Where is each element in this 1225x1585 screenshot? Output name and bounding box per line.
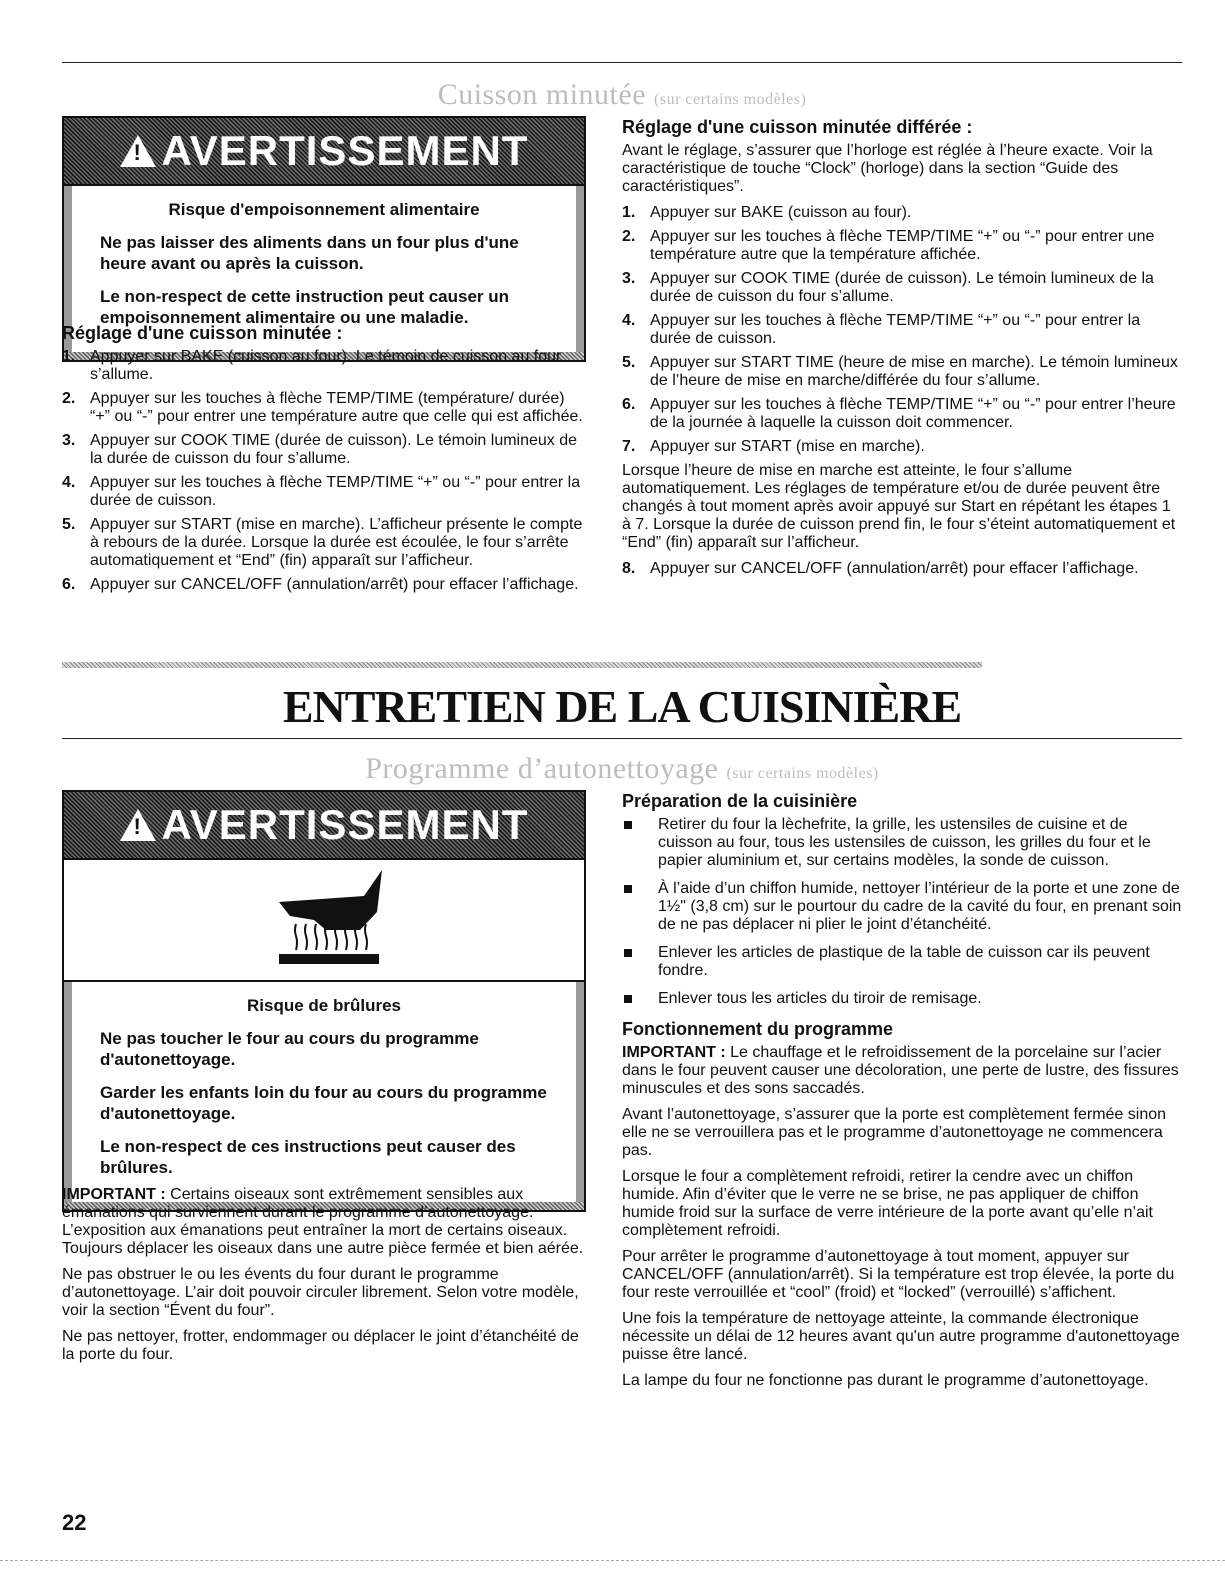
section-title-text: Cuisson minutée [437,78,647,111]
warning-line-3: Le non-respect de ces instructions peut causer des brûlures. [100,1137,516,1177]
preparation-heading: Préparation de la cuisinière [622,791,858,811]
step-item: 3. Appuyer sur COOK TIME (durée de cuisson). Le témoin lumineux de la durée de cuisson du four s’allume. [62,432,578,467]
warning-line-1: Ne pas toucher le four au cours du programme d'autonettoyage. [100,1029,479,1069]
important-label: IMPORTANT : [62,1186,166,1203]
step-item: 4. Appuyer sur les touches à flèche TEMP/TIME “+” ou “-” pour entrer la durée de cuisson. [62,474,581,509]
warning-banner [64,118,584,186]
operation-paragraph-3: Pour arrêter le programme d’autonettoyage à tout moment, appuyer sur CANCEL/OFF (annulation/arrêt). Si la température est trop élevée, la porte du four reste verrouillée et “cool” (froid) et “locked” (verrouillé) s’affichent. [622,1248,1175,1301]
step-item: 1. Appuyer sur BAKE (cuisson au four). Le témoin de cuisson au four s’allume. [62,348,562,383]
warning-triangle-icon: ! [120,135,156,167]
step-item: 6. Appuyer sur les touches à flèche TEMP/TIME “+” ou “-” pour entrer l’heure de la journée à laquelle la cuisson doit commencer. [622,396,1176,431]
delayed-cooking-steps [622,204,1182,456]
delayed-cooking-right-column [622,116,1182,584]
section-title-sub: (sur certains modèles) [654,91,807,108]
delayed-cooking-heading: Réglage d'une cuisson minutée différée : [622,117,973,137]
step-item: 7. Appuyer sur START (mise en marche). [622,438,925,455]
operation-paragraph-1: Avant l’autonettoyage, s’assurer que la porte est complètement fermée sinon elle ne se verrouillera pas et le programme d’autonettoyage ne commencera pas. [622,1106,1167,1159]
list-item: À l’aide d’un chiffon humide, nettoyer l’intérieur de la porte et une zone de 1½" (3,8 cm) sur le pourtour du cadre de la cavité du four, en prenant soin de ne pas déplacer ni plier le joint d’étanchéité. [622,880,1182,934]
timed-cooking-left-column [62,322,587,600]
top-rule [62,62,1182,63]
operation-paragraph-2: Lorsque le four a complètement refroidi, retirer la cendre avec un chiffon humide. Afin d’éviter que le verre ne se brise, ne pas appliquer de chiffon humide froid sur la surface de verre intérieure de la porte avant qu’elle n’ait complètement refroidi. [622,1168,1153,1239]
bullet-icon [624,821,632,829]
warning-line-2: Le non-respect de cette instruction peut causer un empoisonnement alimentaire ou une maladie. [100,287,510,327]
important-paragraph [62,1186,587,1258]
delayed-cooking-step-8 [622,560,1182,578]
step-item: 2. Appuyer sur les touches à flèche TEMP/TIME “+” ou “-” pour entrer une température autre que la température affichée. [622,228,1155,263]
timed-cooking-steps [62,348,587,594]
self-clean-left-column [62,1186,587,1372]
warning-banner-label: AVERTISSEMENT [161,127,529,174]
warning-line-2: Garder les enfants loin du four au cours du programme d'autonettoyage. [100,1083,547,1123]
bullet-icon [624,995,632,1003]
warning-line-1: Ne pas laisser des aliments dans un four plus d'une heure avant ou après la cuisson. [100,233,519,273]
step-item: 2. Appuyer sur les touches à flèche TEMP/TIME (température/ durée) “+” ou “-” pour entrer une température autre que celle qui est affichée. [62,390,583,425]
step-item: 3. Appuyer sur COOK TIME (durée de cuisson). Le témoin lumineux de la durée de cuisson du four s’allume. [622,270,1154,305]
section-title-timed-cooking [62,78,1182,112]
step-item: 1. Appuyer sur BAKE (cuisson au four). [622,204,912,221]
list-item: Retirer du four la lèchefrite, la grille, les ustensiles de cuisine et de cuisson au four, tous les ustensiles de cuisson, les grilles du four et le papier aluminium et, sur certains modèles, la sonde de cuisson. [622,816,1182,870]
timed-cooking-heading: Réglage d'une cuisson minutée : [62,323,343,343]
warning-banner [64,792,584,860]
operation-important [622,1044,1182,1098]
warning-box-burns [62,790,586,1212]
warning-triangle-icon: ! [120,809,156,841]
delayed-cooking-paragraph: Lorsque l’heure de mise en marche est atteinte, le four s’allume automatiquement. Les réglages de température et/ou de durée peuvent être changés à tout moment après avoir appuyé sur Start en répétant les étapes 1 à 7. Lorsque la durée de cuisson prend fin, le four s’éteint automatiquement et “End” (fin) apparaît sur l’afficheur. [622,462,1176,551]
operation-heading: Fonctionnement du programme [622,1019,894,1039]
important-label: IMPORTANT : [622,1044,726,1061]
bullet-icon [624,885,632,893]
vent-paragraph: Ne pas obstruer le ou les évents du four durant le programme d’autonettoyage. L’air doit pouvoir circuler librement. Selon votre modèle, voir la section “Évent du four”. [62,1266,579,1319]
section-title-text: Programme d’autonettoyage [365,752,719,785]
list-item: Enlever tous les articles du tiroir de remisage. [622,990,1182,1008]
operation-paragraph-5: La lampe du four ne fonctionne pas durant le programme d’autonettoyage. [622,1372,1149,1389]
important-text: Le chauffage et le refroidissement de la porcelaine sur l’acier dans le four peuvent causer une décoloration, une perte de lustre, des fissures minuscules et des sons saccadés. [622,1044,1179,1097]
operation-paragraph-4: Une fois la température de nettoyage atteinte, la commande électronique nécessite un délai de 12 heures avant qu'un autre programme d'autonettoyage puisse être lancé. [622,1310,1180,1363]
delayed-cooking-intro: Avant le réglage, s’assurer que l’horloge est réglée à l’heure exacte. Voir la caractéristique de touche “Clock” (horloge) dans la section “Guide des caractéristiques”. [622,142,1153,195]
main-title-rule [62,738,1182,739]
warning-body [64,982,584,1202]
step-item: 5. Appuyer sur START (mise en marche). L’afficheur présente le compte à rebours de la durée. Lorsque la durée est écoulée, le four s’arrête automatiquement et “End” (fin) apparaît sur l’afficheur. [62,516,583,569]
self-clean-right-column [622,790,1182,1398]
section-separator [62,662,982,668]
step-item: 6. Appuyer sur CANCEL/OFF (annulation/arrêt) pour effacer l’affichage. [62,576,579,593]
list-item: Enlever les articles de plastique de la table de cuisson car ils peuvent fondre. [622,944,1182,980]
important-text: Certains oiseaux sont extrêmement sensibles aux émanations qui surviennent durant le programme d’autonettoyage. L’exposition aux émanations peut entraîner la mort de certains oiseaux. Toujours déplacer les oiseaux dans une autre pièce fermée et bien aérée. [62,1186,584,1257]
step-item: 5. Appuyer sur START TIME (heure de mise en marche). Le témoin lumineux de l’heure de mise en marche/différée du four s’allume. [622,354,1178,389]
page-number: 22 [62,1510,87,1535]
hot-surface-icon [64,860,584,982]
warning-heading: Risque de brûlures [247,996,401,1015]
warning-banner-label: AVERTISSEMENT [161,801,529,848]
hand-heat-icon [64,860,584,980]
warning-heading: Risque d'empoisonnement alimentaire [168,200,480,219]
bullet-icon [624,949,632,957]
bottom-dashed-line [0,1560,1225,1561]
step-item: 8. Appuyer sur CANCEL/OFF (annulation/arrêt) pour effacer l’affichage. [622,560,1139,577]
section-title-self-clean [62,752,1182,786]
gasket-paragraph: Ne pas nettoyer, frotter, endommager ou déplacer le joint d’étanchéité de la porte du four. [62,1328,579,1363]
section-title-sub: (sur certains modèles) [726,765,879,782]
step-item: 4. Appuyer sur les touches à flèche TEMP/TIME “+” ou “-” pour entrer la durée de cuisson. [622,312,1141,347]
main-title: ENTRETIEN DE LA CUISINIÈRE [282,681,962,732]
preparation-list [622,816,1182,1008]
